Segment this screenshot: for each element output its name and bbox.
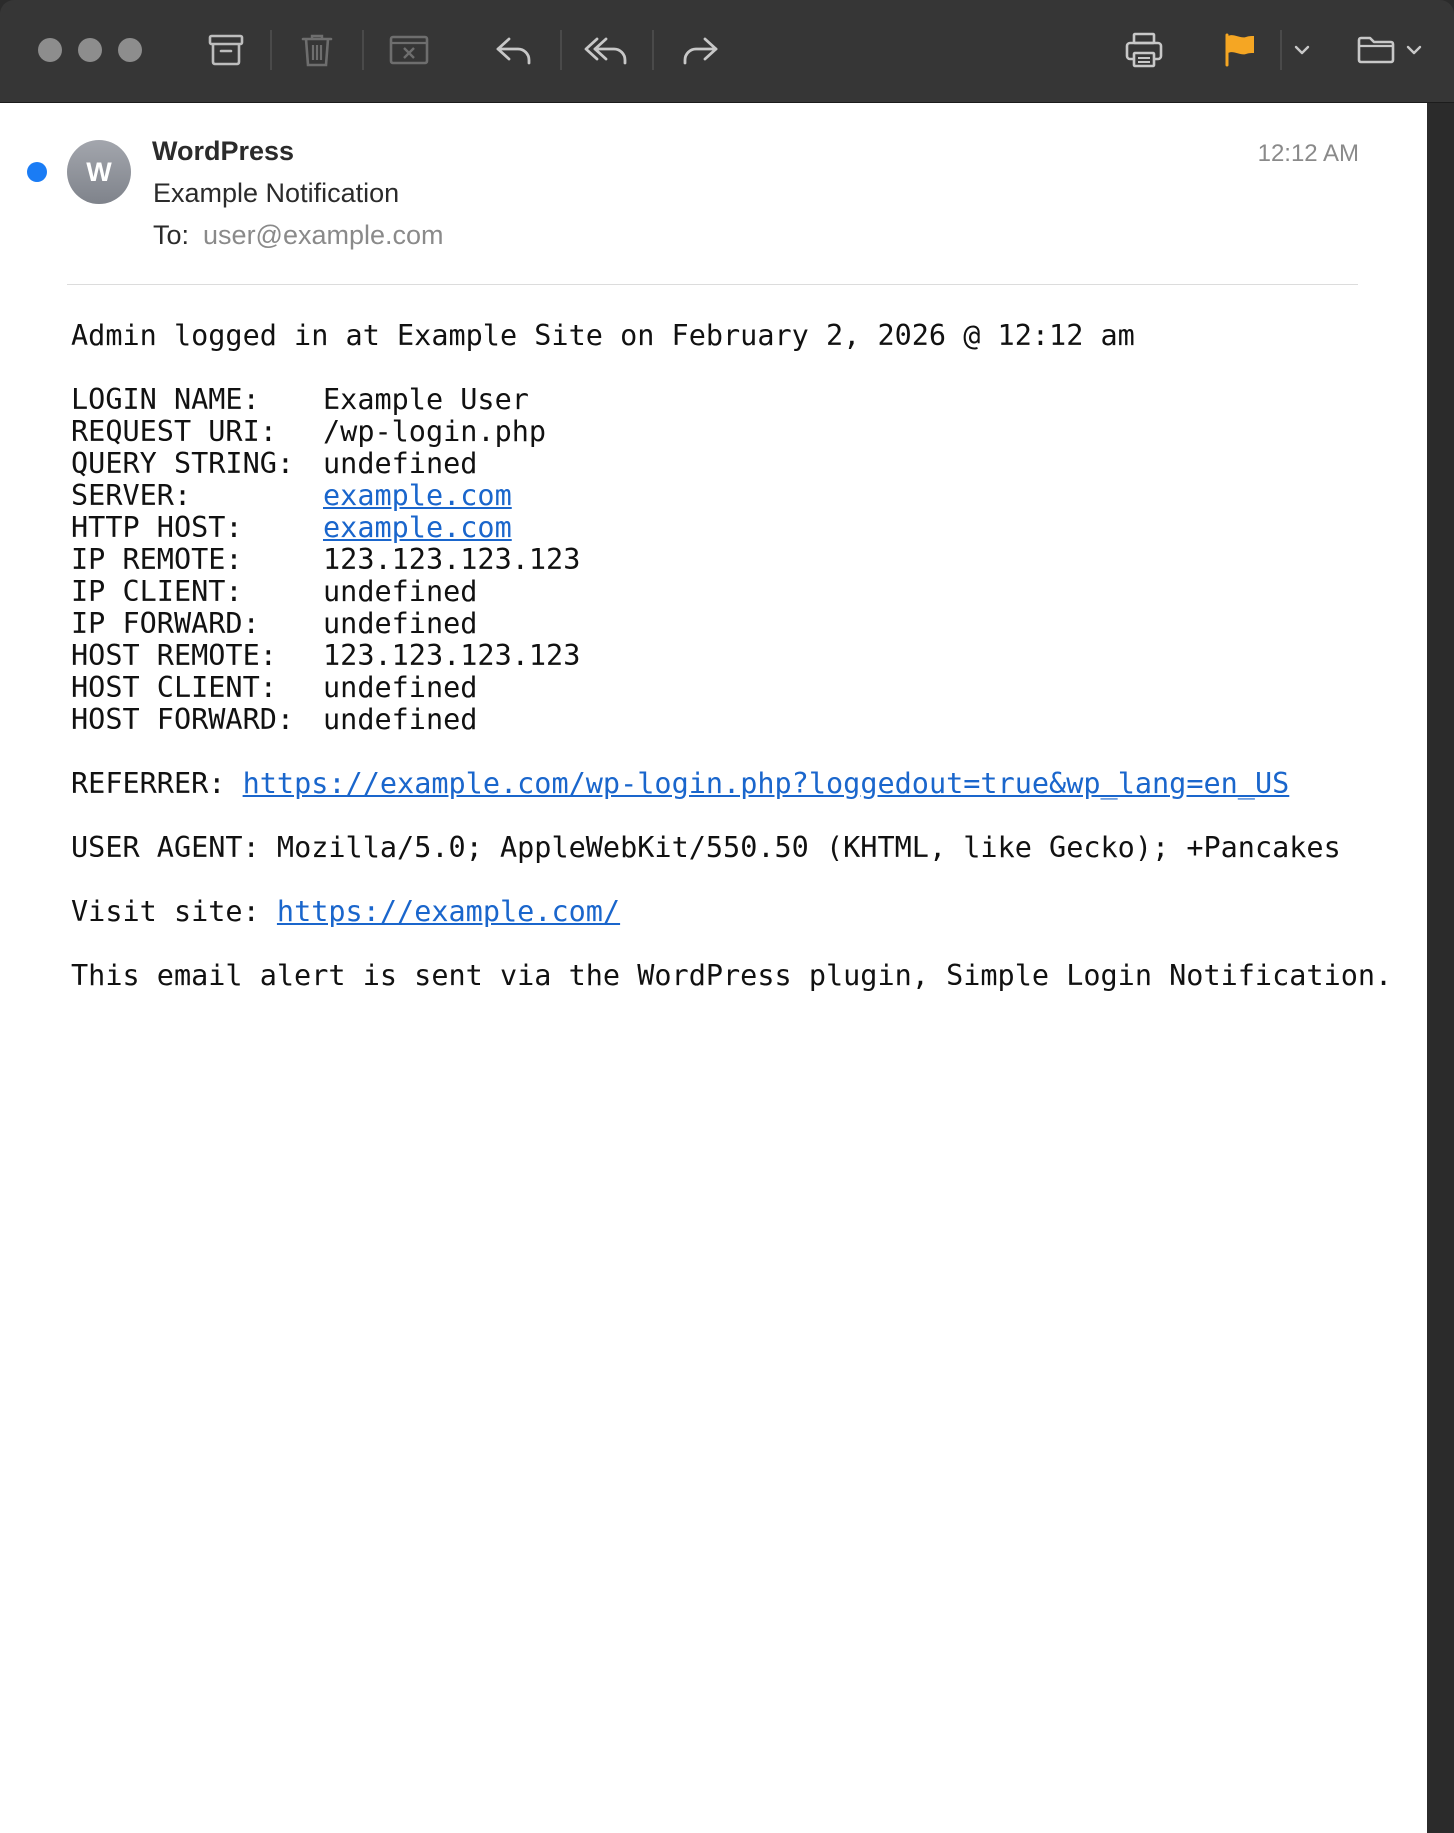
field-value: Example User — [323, 383, 529, 416]
field-label: HOST FORWARD: — [71, 703, 295, 736]
field-value: /wp-login.php — [323, 415, 547, 448]
http-host-link[interactable]: example.com — [323, 511, 512, 544]
field-row — [71, 416, 1421, 448]
field-row — [71, 608, 1421, 640]
sender-name[interactable]: WordPress — [152, 136, 295, 166]
reply-button[interactable] — [488, 24, 540, 76]
subject: Example Notification — [153, 178, 400, 208]
print-icon — [1124, 31, 1164, 69]
field-label: SERVER: — [71, 479, 192, 512]
footer-line: This email alert is sent via the WordPress plugin, Simple Login Notification. — [71, 959, 1393, 992]
junk-button[interactable] — [383, 24, 435, 76]
field-row — [71, 704, 1421, 736]
folder-icon — [1356, 34, 1396, 66]
field-value: undefined — [323, 671, 478, 704]
field-row — [71, 672, 1421, 704]
recipient-row — [153, 220, 444, 251]
zoom-window-button[interactable] — [118, 38, 142, 62]
server-link[interactable]: example.com — [323, 479, 512, 512]
field-value: 123.123.123.123 — [323, 639, 581, 672]
message-body — [71, 320, 1421, 992]
field-value: 123.123.123.123 — [323, 543, 581, 576]
field-label: IP FORWARD: — [71, 607, 260, 640]
field-row — [71, 544, 1421, 576]
close-window-button[interactable] — [38, 38, 62, 62]
forward-icon — [680, 34, 720, 66]
field-row — [71, 384, 1421, 416]
field-row — [71, 448, 1421, 480]
user-agent-line — [71, 832, 1421, 864]
field-value: undefined — [323, 575, 478, 608]
archive-button[interactable] — [200, 24, 252, 76]
field-label: HOST REMOTE: — [71, 639, 277, 672]
message-time: 12:12 AM — [1257, 140, 1359, 167]
to-label: To: — [153, 220, 190, 250]
field-value: undefined — [323, 703, 478, 736]
field-label: LOGIN NAME: — [71, 383, 260, 416]
delete-button[interactable] — [291, 24, 343, 76]
forward-button[interactable] — [674, 24, 726, 76]
visit-site-link[interactable]: https://example.com/ — [276, 895, 621, 928]
reply-all-icon — [583, 34, 631, 66]
referrer-line — [71, 768, 1421, 800]
reply-icon — [494, 34, 534, 66]
reply-all-button[interactable] — [581, 24, 633, 76]
avatar: W — [67, 140, 131, 204]
minimize-window-button[interactable] — [78, 38, 102, 62]
field-value: undefined — [323, 607, 478, 640]
referrer-label: REFERRER: — [71, 767, 226, 800]
flag-button[interactable] — [1214, 24, 1266, 76]
chevron-down-icon — [1294, 44, 1310, 56]
field-value: undefined — [323, 447, 478, 480]
scroll-gutter — [1427, 103, 1454, 1833]
field-label: IP CLIENT: — [71, 575, 243, 608]
field-row — [71, 480, 1421, 512]
field-label: IP REMOTE: — [71, 543, 243, 576]
user-agent-label: USER AGENT: — [71, 831, 260, 864]
field-list — [71, 384, 1421, 736]
visit-site-line — [71, 896, 1421, 928]
toolbar — [0, 0, 1454, 103]
chevron-down-icon — [1406, 44, 1422, 56]
field-row — [71, 640, 1421, 672]
field-row — [71, 576, 1421, 608]
recipient-address[interactable]: user@example.com — [203, 220, 444, 250]
folder-menu-button[interactable] — [1396, 24, 1432, 76]
junk-icon — [388, 34, 430, 66]
field-label: QUERY STRING: — [71, 447, 295, 480]
field-label: HOST CLIENT: — [71, 671, 277, 704]
flag-menu-button[interactable] — [1284, 24, 1320, 76]
print-button[interactable] — [1118, 24, 1170, 76]
visit-site-label: Visit site: — [71, 895, 260, 928]
archive-icon — [207, 33, 245, 67]
unread-indicator — [27, 162, 47, 182]
field-row — [71, 512, 1421, 544]
field-label: REQUEST URI: — [71, 415, 277, 448]
trash-icon — [300, 32, 334, 68]
move-to-folder-button[interactable] — [1350, 24, 1402, 76]
flag-icon — [1222, 32, 1258, 68]
header-divider — [67, 284, 1358, 285]
user-agent-value: Mozilla/5.0; AppleWebKit/550.50 (KHTML, like Gecko); +Pancakes — [276, 831, 1341, 864]
intro-line: Admin logged in at Example Site on February 2, 2026 @ 12:12 am — [71, 319, 1135, 352]
field-label: HTTP HOST: — [71, 511, 243, 544]
referrer-link[interactable]: https://example.com/wp-login.php?loggedout=true&wp_lang=en_US — [242, 767, 1290, 800]
